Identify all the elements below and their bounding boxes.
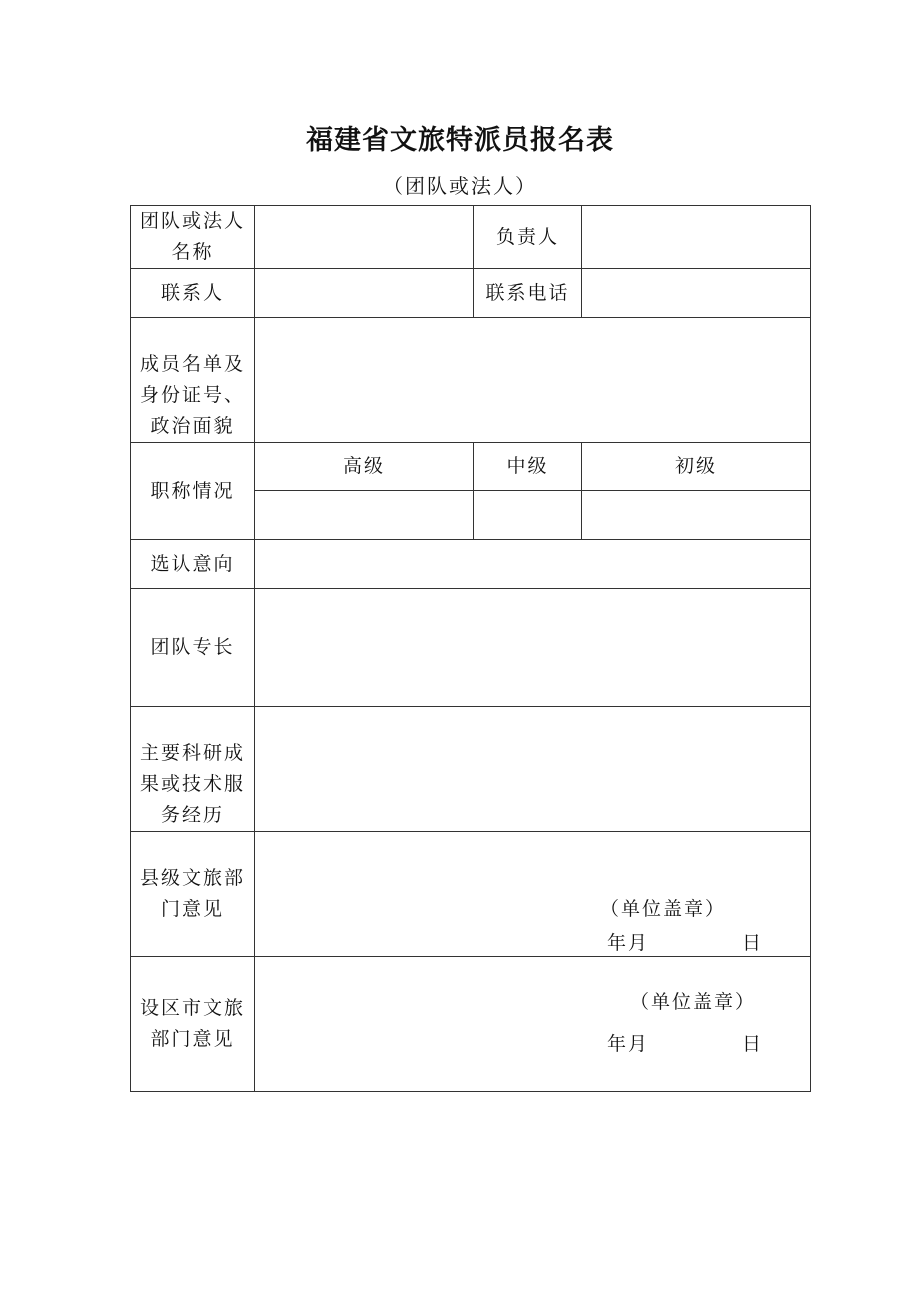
city-opinion-label: 设区市文旅部门意见: [131, 957, 255, 1092]
page-subtitle: （团队或法人）: [383, 174, 537, 198]
row-expertise: [131, 589, 811, 707]
county-seal-text: （单位盖章）: [600, 898, 727, 920]
phone-field[interactable]: [582, 269, 811, 318]
row-name: [131, 206, 811, 269]
intent-field[interactable]: [255, 540, 811, 589]
page-title: 福建省文旅特派员报名表: [306, 125, 614, 156]
team-name-label: 团队或法人名称: [131, 206, 255, 269]
head-field[interactable]: [582, 206, 811, 269]
row-titles-header: [131, 443, 811, 491]
row-intent: [131, 540, 811, 589]
titles-label: 职称情况: [131, 443, 255, 540]
titles-mid-field[interactable]: [474, 491, 582, 540]
county-opinion-label: 县级文旅部门意见: [131, 832, 255, 957]
head-label: 负责人: [474, 206, 582, 269]
intent-label: 选认意向: [131, 540, 255, 589]
achievements-field[interactable]: [255, 707, 811, 832]
row-achievements: [131, 707, 811, 832]
contact-label: 联系人: [131, 269, 255, 318]
contact-field[interactable]: [255, 269, 474, 318]
county-date-text: [607, 928, 763, 959]
titles-senior-field[interactable]: [255, 491, 474, 540]
row-city-opinion: [131, 957, 811, 1092]
row-county-opinion: [131, 832, 811, 957]
titles-senior-header: 高级: [255, 443, 474, 491]
city-day: 日: [742, 1033, 764, 1055]
expertise-label: 团队专长: [131, 589, 255, 707]
achievements-label: 主要科研成果或技术服务经历: [131, 707, 255, 832]
registration-form-table: [130, 205, 811, 1092]
team-name-field[interactable]: [255, 206, 474, 269]
titles-junior-header: 初级: [582, 443, 811, 491]
city-date-text: [607, 1029, 763, 1060]
members-label: 成员名单及身份证号、政治面貌: [131, 318, 255, 443]
titles-junior-field[interactable]: [582, 491, 811, 540]
expertise-field[interactable]: [255, 589, 811, 707]
row-members: [131, 318, 811, 443]
members-field[interactable]: [255, 318, 811, 443]
county-day: 日: [742, 932, 764, 954]
titles-mid-header: 中级: [474, 443, 582, 491]
city-seal-text: （单位盖章）: [630, 991, 757, 1013]
row-contact: [131, 269, 811, 318]
city-year-month: 年月: [607, 1033, 650, 1055]
county-year-month: 年月: [607, 932, 650, 954]
city-opinion-field[interactable]: [255, 957, 811, 1092]
phone-label: 联系电话: [474, 269, 582, 318]
county-opinion-field[interactable]: [255, 832, 811, 957]
